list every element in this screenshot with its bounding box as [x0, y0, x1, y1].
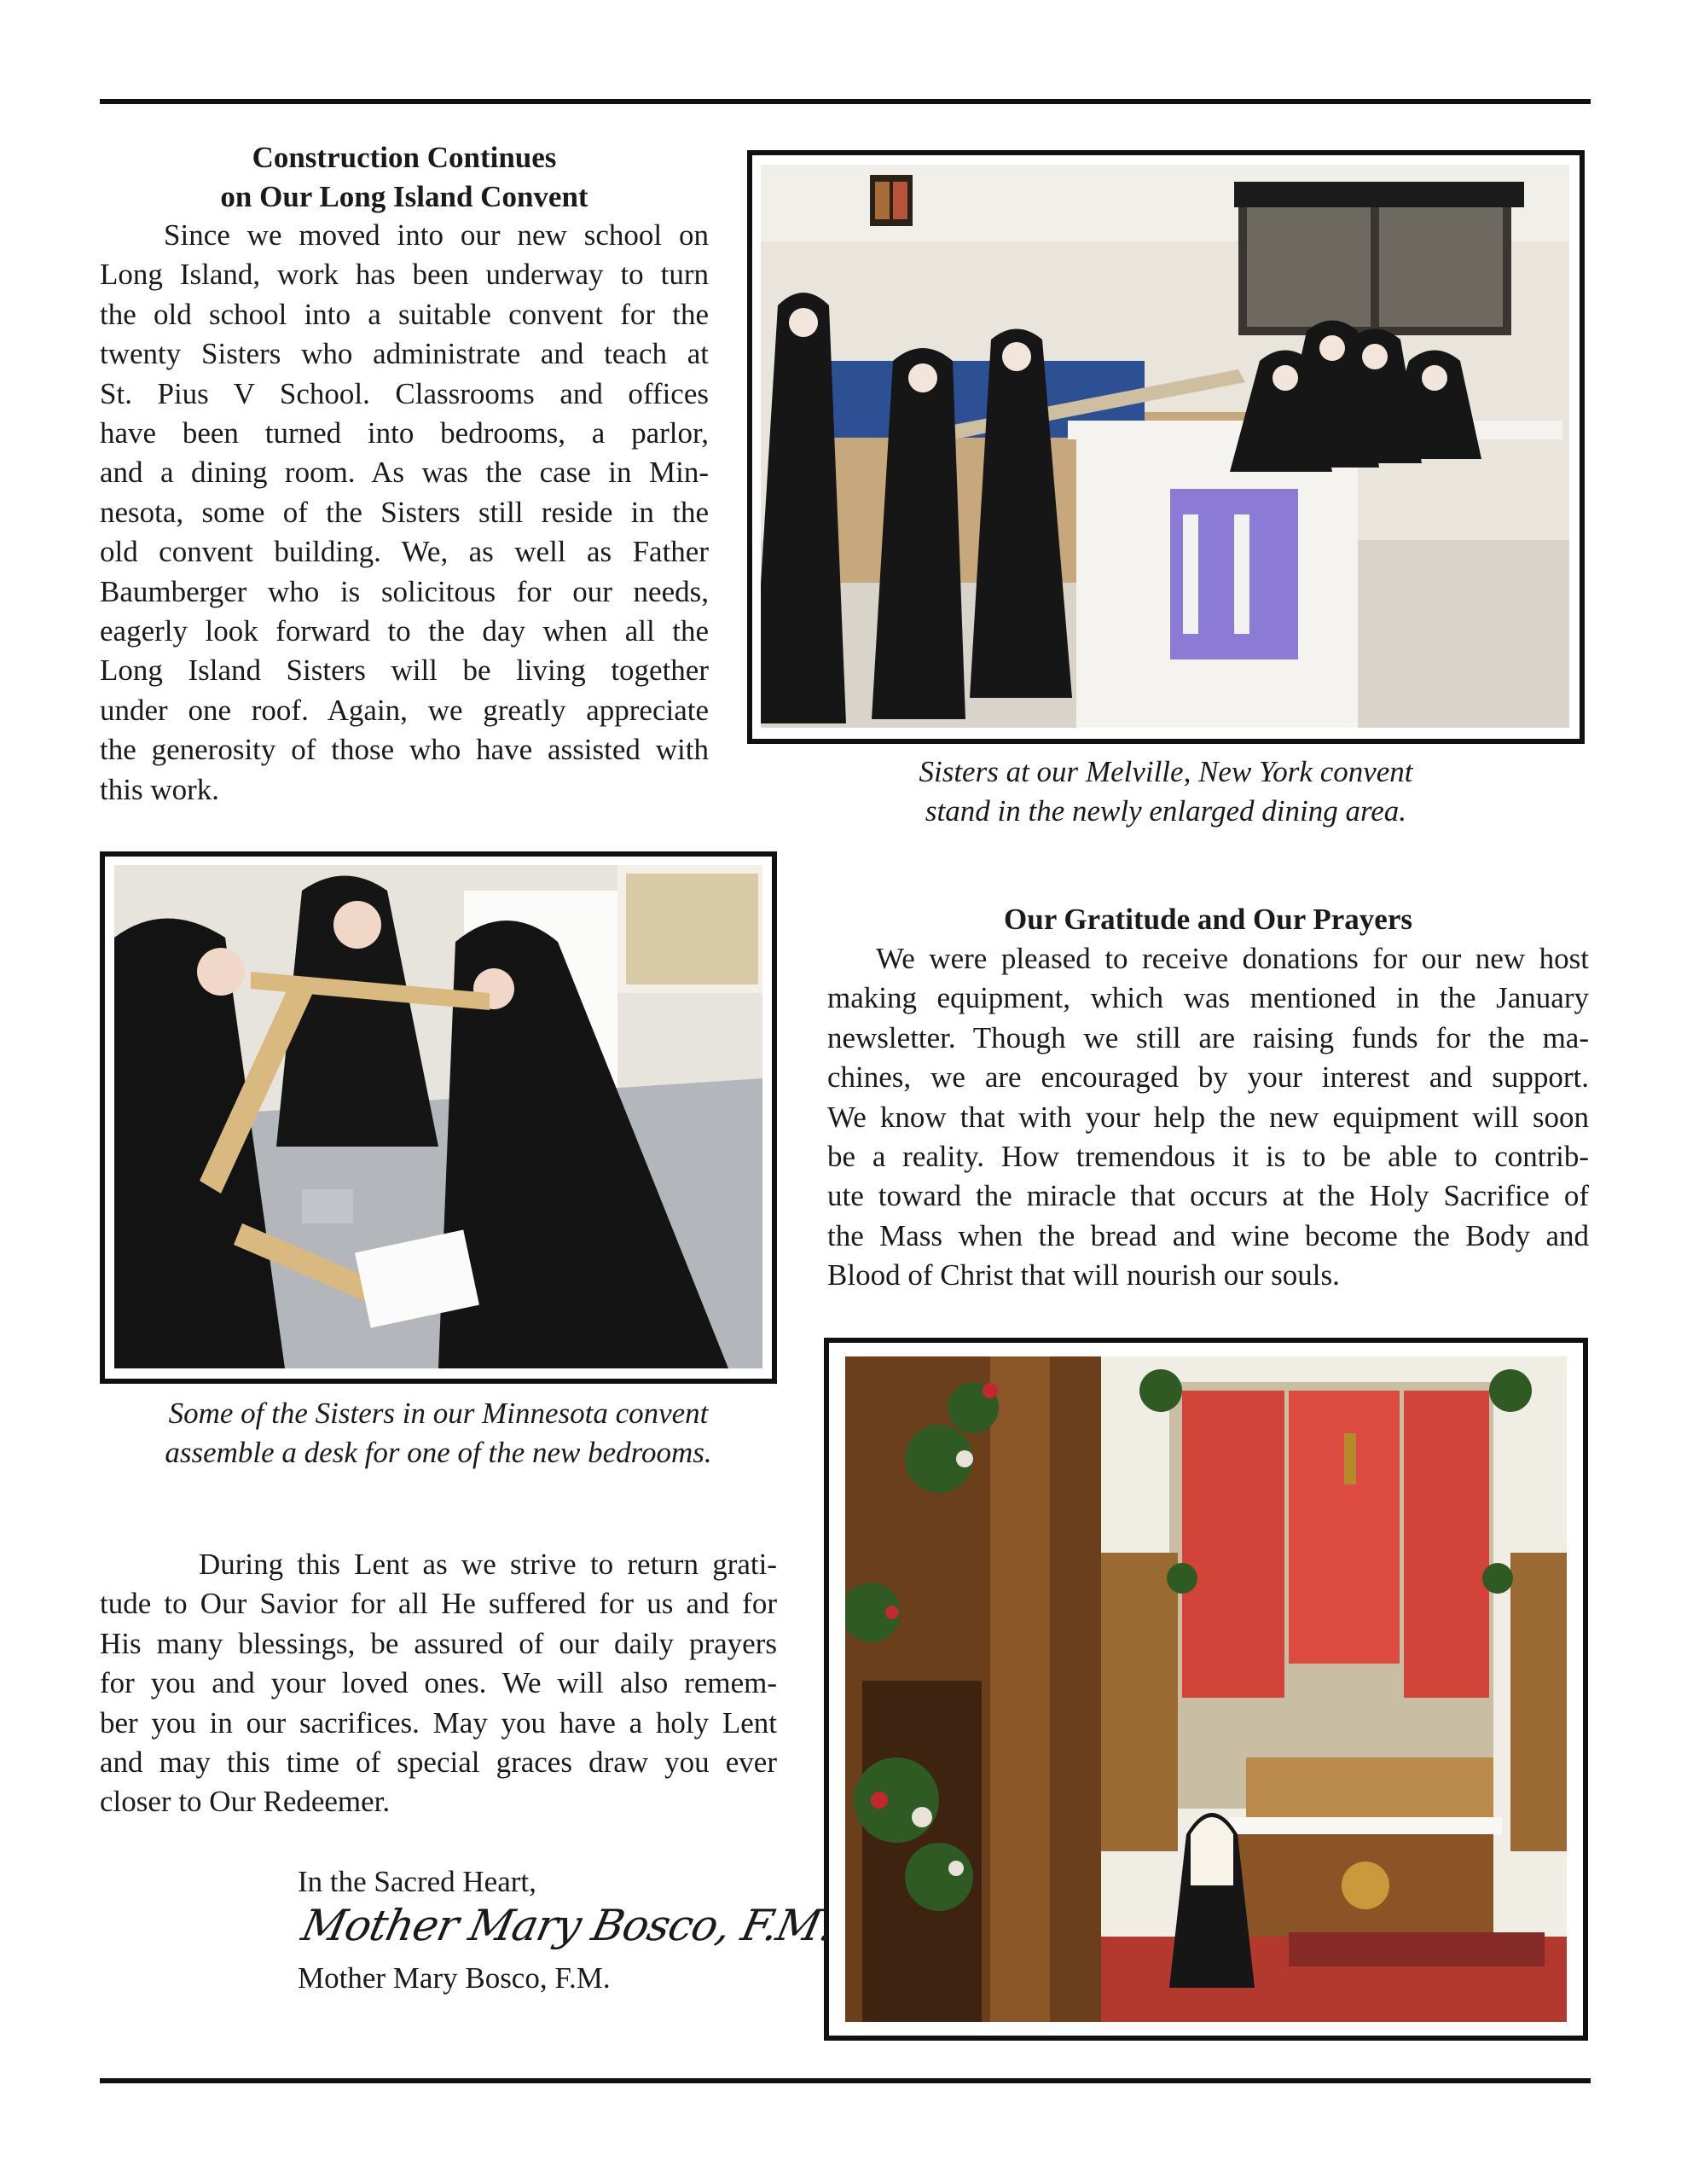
- top-rule: [100, 99, 1591, 104]
- body-line: under one roof. Again, we greatly appreciate: [100, 693, 709, 727]
- article-body-gratitude: [827, 939, 1589, 1296]
- body-line: the generosity of those who have assisted with: [100, 733, 709, 767]
- heading-line: Our Gratitude and Our Prayers: [1004, 903, 1412, 936]
- body-line: for you and your loved ones. We will also remem-: [100, 1666, 777, 1700]
- caption-line: assemble a desk for one of the new bedrooms.: [165, 1436, 712, 1469]
- body-line: tude to Our Savior for all He suffered for us and for: [100, 1587, 777, 1621]
- article-body-construction: [100, 216, 709, 810]
- body-line: the old school into a suitable convent for the: [100, 297, 709, 331]
- article-heading-gratitude: [827, 900, 1589, 939]
- caption-line: stand in the newly enlarged dining area.: [925, 794, 1407, 828]
- photo-minnesota-sisters: [114, 865, 762, 1368]
- body-line: have been turned into bedrooms, a parlor,: [100, 416, 709, 450]
- body-line: Long Island, work has been underway to turn: [100, 258, 709, 292]
- body-line: eagerly look forward to the day when all the: [100, 614, 709, 648]
- bottom-rule: [100, 2078, 1591, 2083]
- body-line: Blood of Christ that will nourish our souls.: [827, 1258, 1340, 1292]
- body-line: be a reality. How tremendous it is to be able to contrib-: [827, 1140, 1589, 1174]
- article-body-lent: [100, 1545, 777, 1822]
- body-line: St. Pius V School. Classrooms and offices: [100, 376, 709, 410]
- body-line: Baumberger who is solicitous for our needs,: [100, 574, 709, 608]
- caption-minnesota: [100, 1394, 777, 1472]
- caption-melville: [747, 752, 1585, 831]
- body-line: closer to Our Redeemer.: [100, 1785, 391, 1819]
- body-line: twenty Sisters who administrate and teach at: [100, 337, 709, 371]
- body-line: and a dining room. As was the case in Min-: [100, 456, 709, 490]
- heading-line: Construction Continues: [252, 141, 557, 174]
- body-line: making equipment, which was mentioned in the January: [827, 981, 1589, 1015]
- body-line: newsletter. Though we still are raising funds for the ma-: [827, 1020, 1589, 1054]
- body-line: and may this time of special graces draw you ever: [100, 1745, 777, 1780]
- photo-chapel-altar: [845, 1356, 1567, 2022]
- handwritten-signature: Mother Mary Bosco, F.M.: [297, 1901, 838, 1950]
- photo-melville-sisters: [761, 165, 1569, 728]
- caption-line: Sisters at our Melville, New York convent: [919, 755, 1413, 788]
- body-line: We were pleased to receive donations for our new host: [876, 942, 1589, 975]
- body-line: Since we moved into our new school on: [164, 218, 709, 252]
- closing-salutation: In the Sacred Heart,: [298, 1865, 536, 1898]
- closing-name: Mother Mary Bosco, F.M.: [298, 1961, 611, 1995]
- body-line: ber you in our sacrifices. May you have a holy Lent: [100, 1705, 777, 1740]
- caption-line: Some of the Sisters in our Minnesota convent: [168, 1397, 709, 1430]
- body-line: His many blessings, be assured of our daily prayers: [100, 1626, 777, 1660]
- body-line: old convent building. We, as well as Father: [100, 535, 709, 569]
- body-line: During this Lent as we strive to return grati-: [199, 1548, 777, 1581]
- article-heading-construction: [100, 138, 709, 217]
- body-line: this work.: [100, 772, 219, 806]
- body-line: nesota, some of the Sisters still reside in the: [100, 495, 709, 529]
- body-line: Long Island Sisters will be living together: [100, 653, 709, 688]
- body-line: the Mass when the bread and wine become the Body and: [827, 1218, 1589, 1252]
- body-line: ute toward the miracle that occurs at the Holy Sacrifice of: [827, 1179, 1589, 1213]
- heading-line: on Our Long Island Convent: [220, 180, 588, 213]
- body-line: chines, we are encouraged by your interest and support.: [827, 1060, 1589, 1095]
- body-line: We know that with your help the new equipment will soon: [827, 1100, 1589, 1134]
